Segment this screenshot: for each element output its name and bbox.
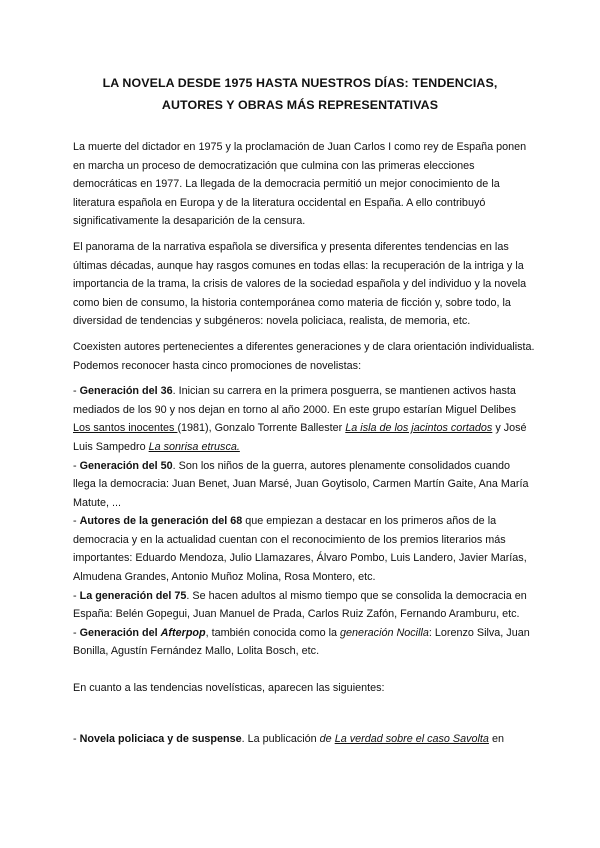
item-text: y José Luis Sampedro <box>73 422 527 453</box>
paragraph-tendencias: En cuanto a las tendencias novelísticas, aparecen las siguientes: <box>73 682 385 695</box>
title-line-2: AUTORES Y OBRAS MÁS REPRESENTATIVAS <box>161 98 439 112</box>
item-text: : Lorenzo Silva, Juan Bonilla, Agustín Fernández Mallo, Lolita Bosch, etc. <box>73 626 530 658</box>
paragraph-autores: Coexisten autores pertenecientes a diferentes generaciones y de clara orientación individualista. Podemos reconocer hasta cinco promociones de novelistas: <box>73 340 535 372</box>
paragraph-intro: La muerte del dictador en 1975 y la proclamación de Juan Carlos I como rey de España ponen en marcha un proceso de democratización que culmina con las primeras elecciones democráticas en 1977. La llegada de la democracia permitió un mejor conocimiento de la literatura española en Europa y de la literatura occidental en España. A ello contribuyó significativamente la desaparición de la censura. <box>73 141 527 228</box>
bullet-dash: - <box>73 589 80 602</box>
item-generacion-75 <box>73 587 535 624</box>
generation-label: Generación del 36 <box>79 385 173 398</box>
item-text: . La publicación <box>241 732 320 745</box>
item-text: en <box>488 732 504 745</box>
generation-label: Generación del 50 <box>79 459 173 472</box>
generation-label: Generación del <box>79 626 161 639</box>
item-text: , también conocida como la <box>205 626 341 639</box>
document-title <box>60 72 540 116</box>
item-generacion-36 <box>73 382 535 456</box>
item-text: . Son los niños de la guerra, autores plenamente consolidados cuando llega la democracia: Juan Benet, Juan Marsé, Juan Goytisolo, Carmen Martín Gaite, Ana María Matute, ... <box>73 459 529 509</box>
paragraph-panorama: El panorama de la narrativa española se diversifica y presenta diferentes tendencias en las últimas décadas, aunque hay rasgos comunes en todas ellas: la recuperación de la intriga y la importancia de la trama, la crisis de valores de la sociedad española y del individuo y la novela como bien de consumo, la historia contemporánea como materia de ficción y, sobre todo, la diversidad de tendencias y subgéneros: novela policiaca, realista, de memoria, etc. <box>73 240 527 328</box>
generation-label: Autores de la generación del 68 <box>79 515 243 528</box>
bullet-dash: - <box>73 732 80 745</box>
bullet-dash: - <box>73 459 80 472</box>
work-title: La isla de los jacintos cortados <box>345 422 493 435</box>
generation-label-italic: Afterpop <box>160 626 206 639</box>
item-novela-policiaca <box>73 730 535 749</box>
item-text: que empiezan a destacar en los primeros años de la democracia y en la actualidad cuentan con el reconocimiento de los premios literarios más importantes: Eduardo Mendoza, Julio Llamazares, Álvaro Pombo, Luis Landero, Javier Marías, Almudena Grandes, Antonio Muñoz Molina, Rosa Montero, etc. <box>73 515 527 584</box>
bullet-dash: - <box>73 626 80 639</box>
item-generacion-68 <box>73 512 535 586</box>
item-text: . Inician su carrera en la primera posguerra, se mantienen activos hasta mediados de los 90 y nos dejan en torno al año 2000. En este grupo estarían Miguel Delibes <box>73 385 516 416</box>
work-title: La verdad sobre el caso Savolta <box>334 732 489 745</box>
tendency-label: Novela policiaca y de suspense <box>79 732 242 745</box>
bullet-dash: - <box>73 515 80 528</box>
nocilla-label: generación Nocilla <box>340 626 429 639</box>
work-title: Los santos inocentes <box>73 422 178 435</box>
item-text: (1981), Gonzalo Torrente Ballester <box>177 422 346 435</box>
item-generacion-afterpop <box>73 624 535 661</box>
title-line-1: LA NOVELA DESDE 1975 HASTA NUESTROS DÍAS: TENDENCIAS, <box>102 76 498 90</box>
item-text: de <box>319 732 335 745</box>
document-body <box>73 138 535 755</box>
item-generacion-50 <box>73 457 535 513</box>
work-title: La sonrisa etrusca. <box>148 440 240 453</box>
generation-label: La generación del 75 <box>79 589 187 602</box>
bullet-dash: - <box>73 385 80 398</box>
item-text: . Se hacen adultos al mismo tiempo que se consolida la democracia en España: Belén Gopegui, Juan Manuel de Prada, Carlos Ruiz Zafón, Fernando Aramburu, etc. <box>73 589 527 621</box>
